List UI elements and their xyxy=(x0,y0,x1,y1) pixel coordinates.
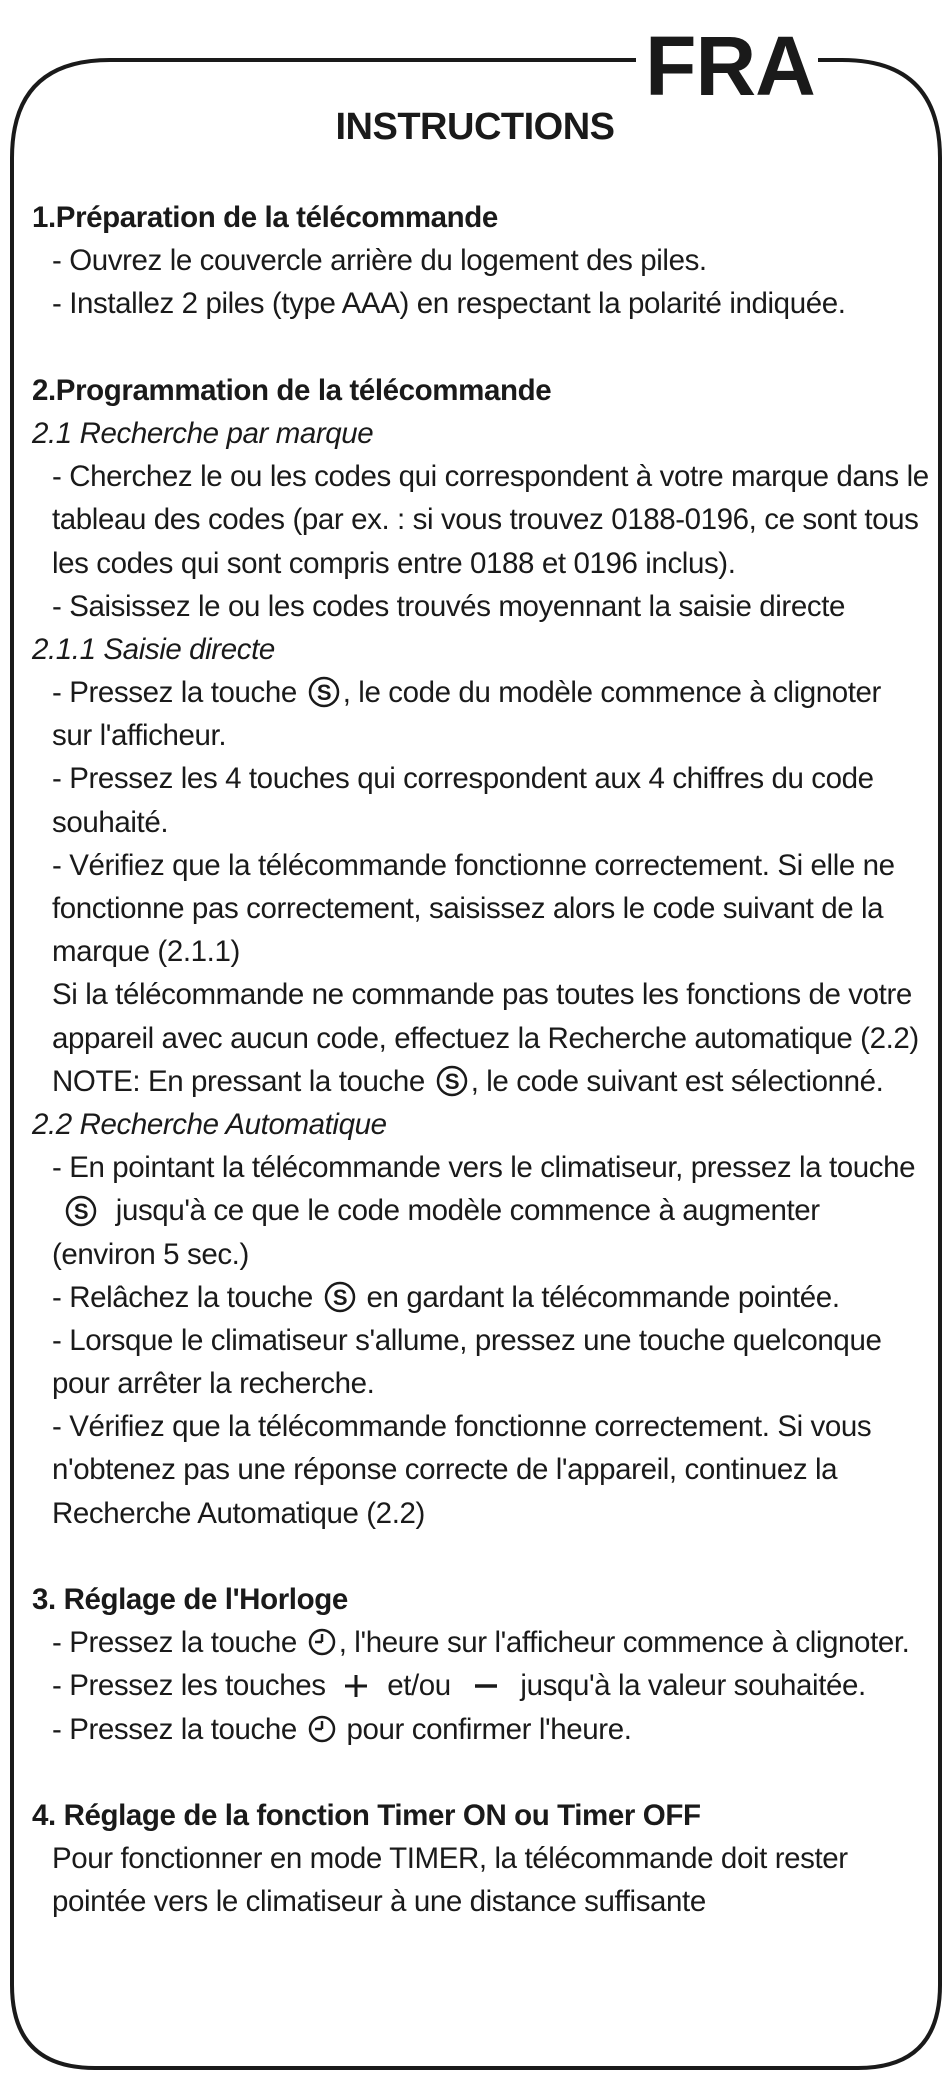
text-line: (environ 5 sec.) xyxy=(52,1237,249,1271)
text-line: Pour fonctionner en mode TIMER, la télécommande doit rester xyxy=(52,1842,848,1876)
text-span: - Pressez la touche xyxy=(52,1626,297,1660)
text-span: , l'heure sur l'afficheur commence à clignoter. xyxy=(338,1626,910,1660)
text-span: - Pressez les touches xyxy=(52,1669,326,1703)
text-line: - Vérifiez que la télécommande fonctionne correctement. Si vous xyxy=(52,1410,872,1444)
text-line: pour arrêter la recherche. xyxy=(52,1367,375,1401)
text-line: - En pointant la télécommande vers le climatiseur, pressez la touche xyxy=(52,1151,916,1185)
s-button-icon xyxy=(433,1064,471,1098)
minus-icon xyxy=(469,1669,503,1703)
section-2-heading: 2.Programmation de la télécommande xyxy=(32,373,552,407)
clock-button-icon xyxy=(305,1625,339,1659)
instructions-body xyxy=(32,196,929,1924)
plus-icon xyxy=(339,1669,373,1703)
text-span: en gardant la télécommande pointée. xyxy=(366,1280,840,1314)
text-span: , le code suivant est sélectionné. xyxy=(470,1064,884,1098)
text-line: tableau des codes (par ex. : si vous trouvez 0188-0196, ce sont tous xyxy=(52,503,919,537)
text-line xyxy=(32,1664,922,1707)
text-span: NOTE: En pressant la touche xyxy=(52,1064,425,1098)
text-span: jusqu'à ce que le code modèle commence à augmenter xyxy=(115,1194,820,1228)
section-1-heading: 1.Préparation de la télécommande xyxy=(32,201,498,234)
clock-button-icon xyxy=(305,1712,339,1746)
text-line: - Pressez les 4 touches qui correspondent aux 4 chiffres du code xyxy=(52,762,874,796)
text-line: Recherche Automatique (2.2) xyxy=(52,1496,425,1530)
text-line: - Cherchez le ou les codes qui correspondent à votre marque dans le xyxy=(52,460,929,494)
text-span: , le code du modèle commence à clignoter xyxy=(342,676,881,710)
text-line xyxy=(32,1189,922,1232)
text-line xyxy=(32,1276,922,1319)
text-line: - Lorsque le climatiseur s'allume, pressez une touche quelconque xyxy=(52,1323,882,1357)
text-line xyxy=(32,1060,922,1103)
text-line: - Saisissez le ou les codes trouvés moyennant la saisie directe xyxy=(52,589,846,623)
text-span: - Relâchez la touche xyxy=(52,1280,313,1314)
svg-text:S: S xyxy=(316,680,331,706)
subsection-2-1-heading: 2.1 Recherche par marque xyxy=(32,416,374,450)
subsection-2-2-heading: 2.2 Recherche Automatique xyxy=(32,1107,387,1141)
subsection-2-1-1-heading: 2.1.1 Saisie directe xyxy=(32,632,275,666)
text-span: - Pressez la touche xyxy=(52,1712,297,1746)
s-button-icon xyxy=(305,675,343,709)
text-span: pour confirmer l'heure. xyxy=(346,1712,632,1746)
text-line: n'obtenez pas une réponse correcte de l'appareil, continuez la xyxy=(52,1453,838,1487)
svg-text:S: S xyxy=(444,1068,459,1094)
text-line: appareil avec aucun code, effectuez la Recherche automatique (2.2) xyxy=(52,1021,919,1055)
text-line: les codes qui sont compris entre 0188 et 0196 inclus). xyxy=(52,546,736,580)
text-line xyxy=(32,1708,922,1751)
text-line: sur l'afficheur. xyxy=(52,719,227,753)
s-button-icon xyxy=(321,1280,359,1314)
text-line: Si la télécommande ne commande pas toutes les fonctions de votre xyxy=(52,978,912,1012)
text-line: marque (2.1.1) xyxy=(52,935,240,969)
s-button-icon xyxy=(62,1194,100,1228)
text-line: - Vérifiez que la télécommande fonctionne correctement. Si elle ne xyxy=(52,848,895,882)
svg-text:S: S xyxy=(332,1284,347,1310)
text-line: fonctionne pas correctement, saisissez alors le code suivant de la xyxy=(52,892,884,925)
text-line: pointée vers le climatiseur à une distance suffisante xyxy=(52,1885,706,1919)
text-line: - Installez 2 piles (type AAA) en respectant la polarité indiquée. xyxy=(52,287,846,321)
text-line xyxy=(32,1621,922,1664)
language-label: FRA xyxy=(645,19,815,113)
page-title: INSTRUCTIONS xyxy=(335,106,615,148)
text-span: jusqu'à la valeur souhaitée. xyxy=(520,1669,866,1703)
text-line: souhaité. xyxy=(52,805,169,839)
section-4-heading: 4. Réglage de la fonction Timer ON ou Timer OFF xyxy=(32,1798,701,1832)
section-3-heading: 3. Réglage de l'Horloge xyxy=(32,1583,348,1616)
text-line: - Ouvrez le couvercle arrière du logement des piles. xyxy=(52,244,707,278)
text-span: - Pressez la touche xyxy=(52,676,297,710)
text-line xyxy=(32,671,922,714)
svg-text:S: S xyxy=(73,1198,89,1224)
text-span: et/ou xyxy=(387,1669,451,1703)
